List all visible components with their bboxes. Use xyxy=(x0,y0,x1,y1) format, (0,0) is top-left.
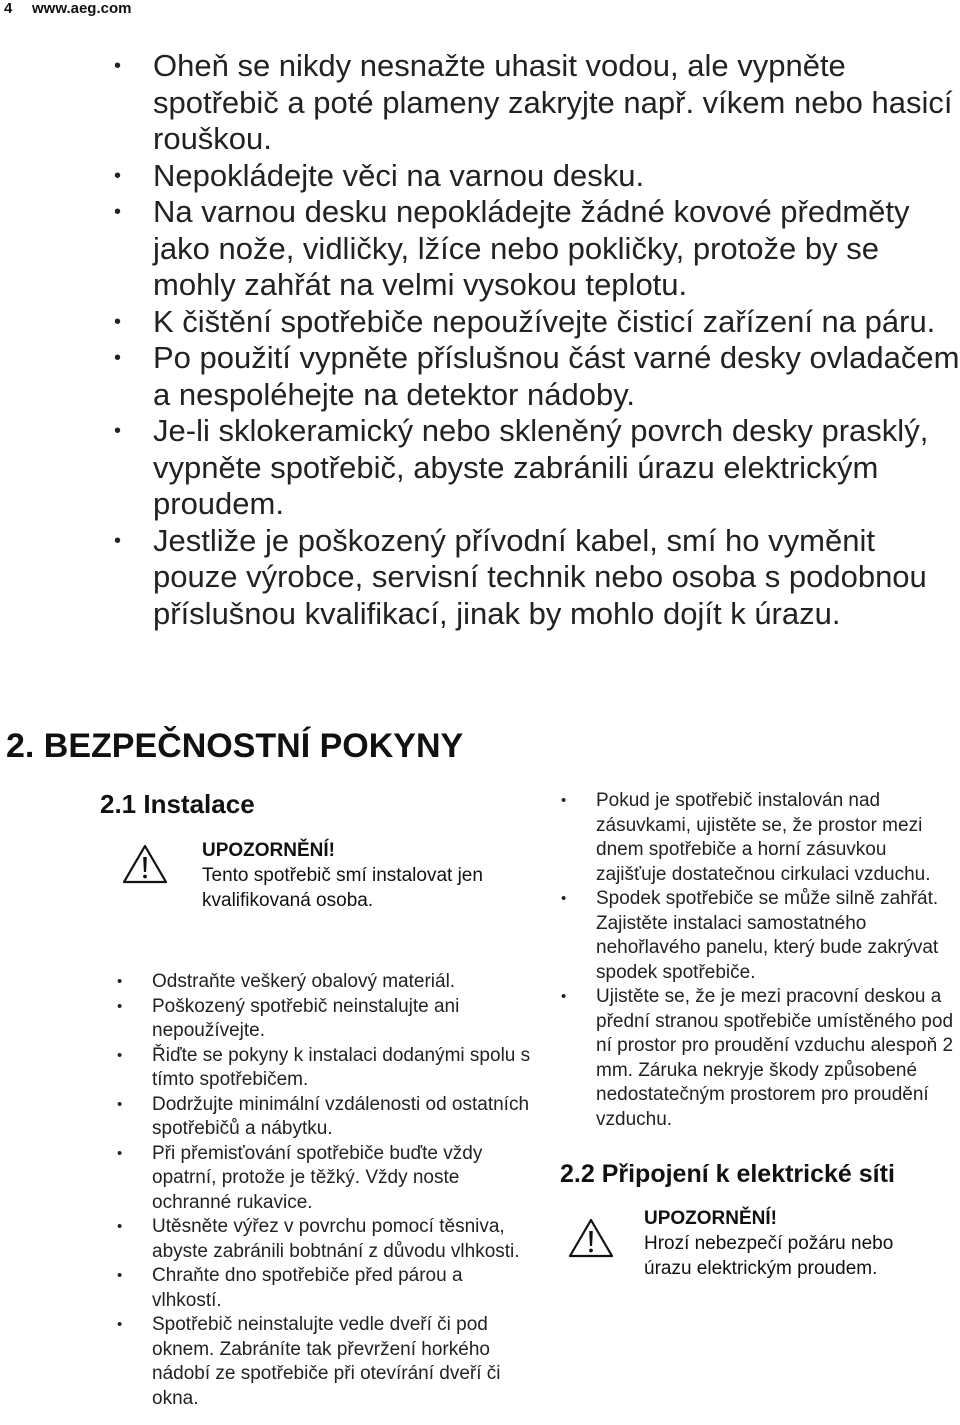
bullet-dot-icon: • xyxy=(114,529,122,552)
list-item: • Po použití vypněte příslušnou část varné desky ovladačem a nespoléhejte na detektor nádoby. xyxy=(114,340,960,412)
section-title: 2. BEZPEČNOSTNÍ POKYNY xyxy=(6,727,464,765)
list-item: • Odstraňte veškerý obalový materiál. xyxy=(100,970,532,995)
list-item: • Na varnou desku nepokládejte žádné kovové předměty jako nože, vidličky, lžíce nebo pokličky, protože by se mohly zahřát na velmi vysokou teplotu. xyxy=(114,194,910,302)
list-item: • Pokud je spotřebič instalován nad zásuvkami, ujistěte se, že prostor mezi dnem spotřebiče a horní zásuvkou zajišťuje dostatečnou cirkulaci vzduchu. xyxy=(561,790,931,885)
list-item: • Poškozený spotřebič neinstalujte ani nepoužívejte. xyxy=(117,995,460,1041)
website-url[interactable]: www.aeg.com xyxy=(32,0,132,17)
subsection-title-electrical: 2.2 Připojení k elektrické síti xyxy=(560,1160,895,1188)
warning-box xyxy=(100,824,532,938)
bullet-dot-icon: • xyxy=(114,310,122,333)
list-item: • Je-li sklokeramický nebo skleněný povrch desky prasklý, vypněte spotřebič, abyste zabránili úrazu elektrickým proudem. xyxy=(114,413,929,521)
list-item: • K čištění spotřebiče nepoužívejte čisticí zařízení na páru. xyxy=(114,303,936,339)
warning-text: Hrozí nebezpečí požáru nebo úrazu elektrickým proudem. xyxy=(644,1233,894,1279)
installation-list-continued xyxy=(560,789,955,1132)
bullet-dot-icon: • xyxy=(561,890,567,907)
bullet-dot-icon: • xyxy=(117,1046,123,1064)
installation-list xyxy=(100,970,532,1411)
bullet-dot-icon: • xyxy=(117,1316,123,1333)
warning-title: UPOZORNĚNÍ! xyxy=(644,1208,777,1229)
bullet-dot-icon: • xyxy=(114,55,122,77)
page-number: 4 xyxy=(4,0,13,17)
subsection-title-installation: 2.1 Instalace xyxy=(100,789,255,819)
warning-title: UPOZORNĚNÍ! xyxy=(202,840,335,861)
warning-box xyxy=(560,1194,955,1294)
bullet-dot-icon: • xyxy=(561,792,567,809)
bullet-dot-icon: • xyxy=(114,201,122,223)
warning-triangle-icon xyxy=(568,1218,614,1258)
bullet-dot-icon: • xyxy=(114,164,122,187)
list-item: • Dodržujte minimální vzdálenosti od ostatních spotřebičů a nábytku. xyxy=(117,1093,530,1139)
bullet-dot-icon: • xyxy=(117,1267,123,1284)
list-item: • Nepokládejte věci na varnou desku. xyxy=(114,157,645,193)
safety-list xyxy=(108,48,960,632)
bullet-dot-icon: • xyxy=(117,1095,123,1113)
warning-text: Tento spotřebič smí instalovat jen kvalifikovaná osoba. xyxy=(202,865,483,911)
list-item: • Spodek spotřebiče se může silně zahřát. Zajistěte instalaci samostatného nehořlavého panelu, který bude zakrývat spodek spotřebiče. xyxy=(561,888,939,983)
bullet-dot-icon: • xyxy=(114,347,122,369)
right-column xyxy=(560,784,955,1294)
bullet-dot-icon: • xyxy=(117,1144,123,1162)
warning-triangle-icon xyxy=(122,844,168,884)
list-item: • Jestliže je poškozený přívodní kabel, smí ho vyměnit pouze výrobce, servisní technik nebo osoba s podobnou příslušnou kvalifikací, jinak by mohlo dojít k úrazu. xyxy=(114,522,927,631)
bullet-dot-icon: • xyxy=(561,988,567,1005)
bullet-dot-icon: • xyxy=(114,420,122,442)
list-item: • Utěsněte výřez v povrchu pomocí těsniva, abyste zabránili bobtnání z důvodu vlhkosti. xyxy=(117,1216,520,1262)
list-item: • Chraňte dno spotřebiče před párou a vlhkostí. xyxy=(117,1265,463,1311)
list-item: • Spotřebič neinstalujte vedle dveří či pod oknem. Zabráníte tak převržení horkého nádobí ze spotřebiče při otevírání dveří či okna. xyxy=(117,1314,501,1409)
list-item: • Ujistěte se, že je mezi pracovní deskou a přední stranou spotřebiče umístěného pod ní prostor pro proudění vzduchu alespoň 2 mm. Záruka nekryje škody způsobené nedostatečným prostorem pro proudění vzduchu. xyxy=(561,986,954,1130)
bullet-dot-icon: • xyxy=(117,973,123,990)
list-item: • Oheň se nikdy nesnažte uhasit vodou, ale vypněte spotřebič a poté plameny zakryjte např. víkem nebo hasicí rouškou. xyxy=(114,48,953,156)
bullet-dot-icon: • xyxy=(117,1218,123,1235)
left-column xyxy=(100,784,532,1411)
bullet-dot-icon: • xyxy=(117,997,123,1015)
list-item: • Řiďte se pokyny k instalaci dodanými spolu s tímto spotřebičem. xyxy=(117,1044,531,1090)
list-item: • Při přemisťování spotřebiče buďte vždy opatrní, protože je těžký. Vždy noste ochranné rukavice. xyxy=(117,1142,483,1213)
